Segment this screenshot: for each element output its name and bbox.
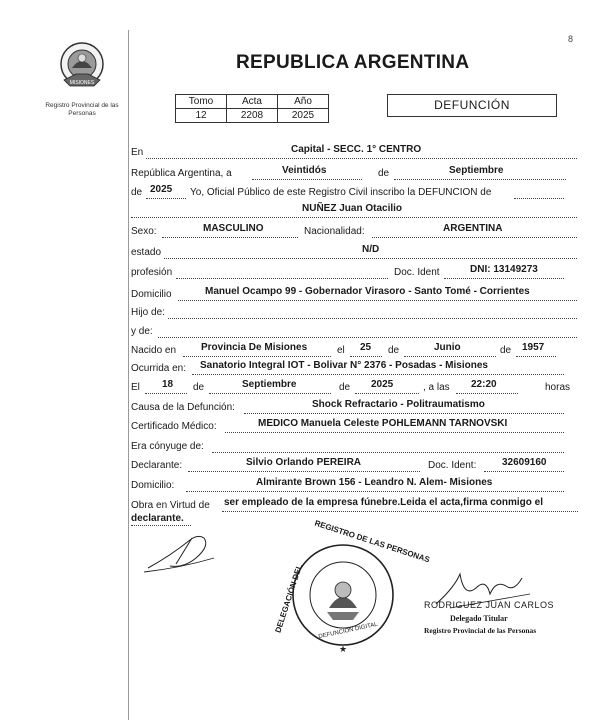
anio-value: 2025: [278, 109, 329, 123]
label-nacionalidad: Nacionalidad:: [304, 226, 365, 237]
birth-day-value: 25: [360, 342, 372, 353]
sex-value: MASCULINO: [203, 223, 264, 234]
registry-caption: Registro Provincial de las Personas: [45, 102, 119, 117]
col-header-anio: Año: [278, 95, 329, 109]
label-a-las: , a las: [423, 382, 450, 393]
page-number: 8: [568, 34, 574, 44]
label-en: En: [131, 147, 144, 158]
label-de: de: [388, 345, 400, 356]
official-seal-icon: [289, 530, 397, 660]
label-ocurrida-en: Ocurrida en:: [131, 363, 187, 374]
label-yo-oficial: Yo, Oficial Público de este Registro Civil inscribo la DEFUNCION de: [190, 187, 492, 198]
tomo-value: 12: [176, 109, 227, 123]
label-profesion: profesión: [131, 267, 173, 278]
nationality-value: ARGENTINA: [443, 223, 503, 234]
birth-year-value: 1957: [522, 342, 545, 353]
obra-value-1: ser empleado de la empresa fúnebre.Leida el acta,firma conmigo el: [224, 497, 544, 508]
declarant-signature: [140, 528, 230, 578]
seal-left-text: DELEGACIÓN DEL: [273, 563, 305, 634]
dotted-line: [145, 393, 187, 394]
document-type-box: DEFUNCIÓN: [387, 94, 557, 117]
dotted-line: [178, 300, 577, 301]
civil-status-value: N/D: [362, 244, 380, 255]
dotted-line: [514, 198, 564, 199]
declarant-address-value: Almirante Brown 156 - Leandro N. Alem- Misiones: [256, 477, 493, 488]
col-header-tomo: Tomo: [176, 95, 227, 109]
dotted-line: [372, 237, 577, 238]
dotted-line: [162, 237, 298, 238]
dotted-line: [186, 491, 564, 492]
obra-value-2: declarante.: [131, 513, 184, 524]
dotted-line: [131, 217, 577, 218]
label-domicilio: Domicilio: [131, 289, 172, 300]
death-day-value: 18: [162, 379, 174, 390]
label-certificado: Certificado Médico:: [131, 421, 217, 432]
label-doc-ident: Doc. Ident:: [428, 460, 477, 471]
seal-top-text: REGISTRO DE LAS PERSONAS: [313, 518, 431, 565]
dotted-line: [456, 393, 518, 394]
dotted-line: [131, 525, 191, 526]
col-header-acta: Acta: [227, 95, 278, 109]
label-de: de: [193, 382, 205, 393]
acta-value: 2208: [227, 109, 278, 123]
month-value: Septiembre: [449, 165, 504, 176]
dni-value: DNI: 13149273: [470, 264, 538, 275]
label-conyuge: Era cónyuge de:: [131, 441, 204, 452]
birth-month-value: Junio: [434, 342, 461, 353]
label-nacido-en: Nacido en: [131, 345, 177, 356]
svg-text:★: ★: [338, 644, 348, 654]
death-year-value: 2025: [371, 379, 394, 390]
deceased-name: NUÑEZ Juan Otacilio: [302, 203, 403, 214]
address-value: Manuel Ocampo 99 - Gobernador Virasoro - Santo Tomé - Corrientes: [205, 286, 530, 297]
label-doc-ident: Doc. Ident: [394, 267, 440, 278]
label-sexo: Sexo:: [131, 226, 157, 237]
label-el: El: [131, 382, 140, 393]
label-y-de: y de:: [131, 326, 153, 337]
dotted-line: [168, 318, 577, 319]
label-declarante: Declarante:: [131, 460, 183, 471]
death-month-value: Septiembre: [242, 379, 297, 390]
dotted-line: [350, 356, 382, 357]
dotted-line: [188, 471, 420, 472]
label-el: el: [337, 345, 345, 356]
label-domicilio: Domicilio:: [131, 480, 175, 491]
declarant-value: Silvio Orlando PEREIRA: [246, 457, 362, 468]
official-name: RODRIGUEZ JUAN CARLOS: [424, 600, 555, 610]
dotted-line: [516, 356, 556, 357]
registry-logo-icon: [58, 40, 106, 92]
official-role: Delegado Titular: [450, 614, 508, 623]
dotted-line: [176, 278, 388, 279]
label-causa: Causa de la Defunción:: [131, 402, 235, 413]
dotted-line: [394, 179, 566, 180]
dotted-line: [222, 511, 578, 512]
dotted-line: [158, 337, 577, 338]
dotted-line: [355, 393, 419, 394]
dotted-line: [404, 356, 496, 357]
document-title: REPUBLICA ARGENTINA: [236, 52, 470, 73]
margin-line: [128, 30, 129, 720]
record-table: [175, 94, 329, 123]
cause-value: Shock Refractario - Politraumatismo: [312, 399, 485, 410]
seal-inner-text: DEFUNCION DIGITAL: [318, 621, 379, 641]
dotted-line: [225, 432, 564, 433]
dotted-line: [209, 393, 331, 394]
label-de: de: [131, 187, 143, 198]
dotted-line: [212, 452, 564, 453]
death-time-value: 22:20: [471, 379, 497, 390]
dotted-line: [146, 158, 577, 159]
official-office: Registro Provincial de las Personas: [424, 626, 537, 635]
year-value: 2025: [150, 184, 173, 195]
place-value: Capital - SECC. 1° CENTRO: [291, 144, 422, 155]
label-hijo-de: Hijo de:: [131, 307, 165, 318]
label-de: de: [500, 345, 512, 356]
logo-text: MISIONES: [69, 80, 95, 86]
day-value: Veintidós: [282, 165, 327, 176]
dotted-line: [164, 258, 577, 259]
declarant-doc-value: 32609160: [502, 457, 547, 468]
dotted-line: [146, 198, 186, 199]
dotted-line: [183, 356, 331, 357]
dotted-line: [484, 471, 564, 472]
death-place-value: Sanatorio Integral IOT - Bolivar N° 2376 - Posadas - Misiones: [200, 360, 488, 371]
label-de: de: [339, 382, 351, 393]
dotted-line: [252, 179, 362, 180]
label-horas: horas: [545, 382, 571, 393]
dotted-line: [244, 413, 564, 414]
label-de: de: [378, 168, 390, 179]
label-estado: estado: [131, 247, 162, 258]
label-republica: República Argentina, a: [131, 168, 232, 179]
dotted-line: [444, 278, 564, 279]
certificate-value: MEDICO Manuela Celeste POHLEMANN TARNOVSKI: [258, 418, 508, 429]
dotted-line: [192, 374, 564, 375]
birthplace-value: Provincia De Misiones: [201, 342, 308, 353]
label-obra: Obra en Virtud de: [131, 500, 210, 511]
